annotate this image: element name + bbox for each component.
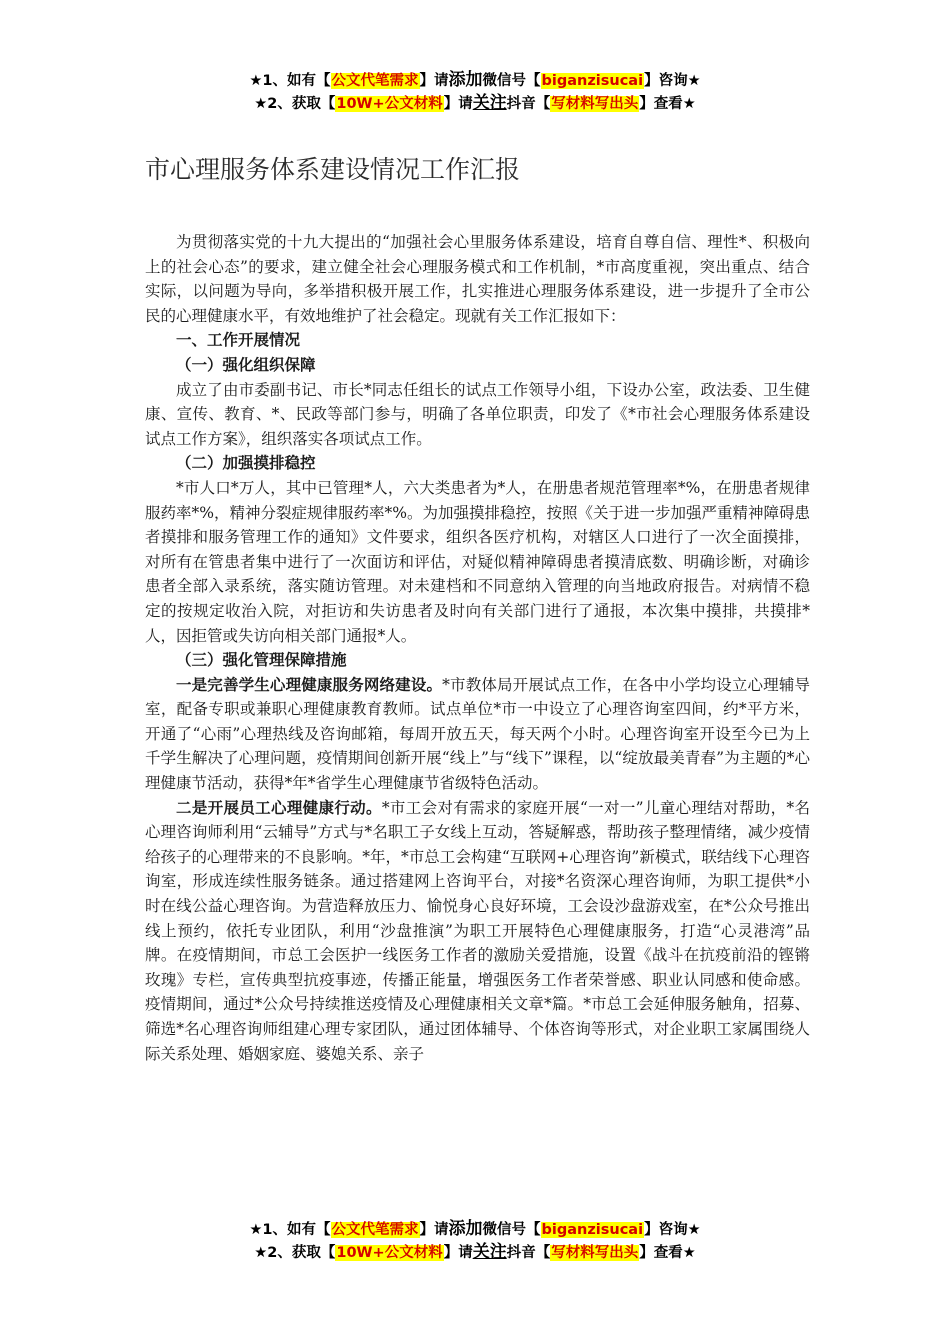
highlight-service: 公文代笔需求 bbox=[331, 1222, 419, 1238]
highlight-wechat-id: biganzisucai bbox=[541, 1222, 644, 1238]
item-text-1: *市教体局开展试点工作，在各中小学均设立心理辅导室，配备专职或兼职心理健康教育教师。试点单位*市一中设立了心理咨询室四间，约*平方米，开通了“心雨”心理热线及咨询邮箱，每周开放五天，每天两个小时。心理咨询室开设至今已为上千学生解决了心理问题，疫情期间创新开展“线上”与“线下”课程，以“绽放最美青春”为主题的*心理健康节活动，获得*年*省学生心理健康节省级特色活动。 bbox=[145, 675, 810, 793]
document-body bbox=[145, 230, 810, 1066]
promo-line-1: ★1、如有【公文代笔需求】请添加微信号【biganzisucai】咨询★ bbox=[249, 70, 701, 90]
promo-line-1: ★1、如有【公文代笔需求】请添加微信号【biganzisucai】咨询★ bbox=[249, 1219, 701, 1239]
promo-line-2: ★2、获取【10W+公文材料】请关注抖音【写材料写出头】查看★ bbox=[254, 93, 696, 113]
item-paragraph-2 bbox=[145, 796, 810, 1067]
star-icon: ★ bbox=[249, 1222, 263, 1238]
intro-paragraph: 为贯彻落实党的十九大提出的“加强社会心里服务体系建设，培育自尊自信、理性*、积极向上的社会心态”的要求，建立健全社会心理服务模式和工作机制，*市高度重视，突出重点、结合实际，以问题为导向，多举措积极开展工作，扎实推进心理服务体系建设，进一步提升了全市公民的心理健康水平，有效地维护了社会稳定。现就有关工作汇报如下： bbox=[145, 233, 810, 325]
star-icon: ★ bbox=[254, 96, 268, 112]
subsection-heading-1: （一）强化组织保障 bbox=[176, 355, 316, 374]
highlight-douyin-id: 写材料写出头 bbox=[551, 96, 639, 112]
highlight-wechat-id: biganzisucai bbox=[541, 73, 644, 89]
star-icon: ★ bbox=[249, 73, 263, 89]
item-lead-2: 二是开展员工心理健康行动。 bbox=[176, 798, 382, 817]
promo-banner-top bbox=[0, 69, 950, 115]
item-text-2: *市工会对有需求的家庭开展“一对一”儿童心理结对帮助，*名心理咨询师利用“云辅导”方式与*名职工子女线上互动，答疑解惑，帮助孩子整理情绪，减少疫情给孩子的心理带来的不良影响。*年，*市总工会构建“互联网+心理咨询”新模式，联结线下心理咨询室，形成连续性服务链条。通过搭建网上咨询平台，对接*名资深心理咨询师，为职工提供*小时在线公益心理咨询。为营造释放压力、愉悦身心良好环境，工会设沙盘游戏室，在*公众号推出线上预约，依托专业团队，利用“沙盘推演”为职工开展特色心理健康服务，打造“心灵港湾”品牌。在疫情期间，市总工会医护一线医务工作者的激励关爱措施，设置《战斗在抗疫前沿的铿锵玫瑰》专栏，宣传典型抗疫事迹，传播正能量，增强医务工作者荣誉感、职业认同感和使命感。疫情期间，通过*公众号持续推送疫情及心理健康相关文章*篇。*市总工会延伸服务触角，招募、筛选*名心理咨询师组建心理专家团队，通过团体辅导、个体咨询等形式，对企业职工家属围绕人际关系处理、婚姻家庭、婆媳关系、亲子 bbox=[145, 798, 810, 1063]
subsection-heading-3: （三）强化管理保障措施 bbox=[176, 651, 347, 670]
subsection-heading-2: （二）加强摸排稳控 bbox=[176, 454, 316, 473]
item-lead-1: 一是完善学生心理健康服务网络建设。 bbox=[176, 675, 443, 694]
section-heading-1: 一、工作开展情况 bbox=[176, 331, 301, 350]
star-icon: ★ bbox=[254, 1245, 268, 1261]
highlight-materials: 10W+公文材料 bbox=[336, 96, 443, 112]
highlight-materials: 10W+公文材料 bbox=[336, 1245, 443, 1261]
item-paragraph-1 bbox=[145, 673, 810, 796]
highlight-douyin-id: 写材料写出头 bbox=[551, 1245, 639, 1261]
promo-banner-bottom bbox=[0, 1218, 950, 1264]
subsection-paragraph-1: 成立了由市委副书记、市长*同志任组长的试点工作领导小组，下设办公室，政法委、卫生健康、宣传、教育、*、民政等部门参与，明确了各单位职责，印发了《*市社会心理服务体系建设试点工作方案》，组织落实各项试点工作。 bbox=[145, 380, 810, 448]
subsection-paragraph-2: *市人口*万人，其中已管理*人，六大类患者为*人，在册患者规范管理率*%，在册患者规律服药率*%，精神分裂症规律服药率*%。为加强摸排稳控，按照《关于进一步加强严重精神障碍患者摸排和服务管理工作的通知》文件要求，组织各医疗机构，对辖区人口进行了一次全面摸排，对所有在管患者集中进行了一次面访和评估，对疑似精神障碍患者摸清底数、明确诊断，对确诊患者全部入录系统，落实随访管理。对未建档和不同意纳入管理的向当地政府报告。对病情不稳定的按规定收治入院，对拒访和失访患者及时向有关部门进行了通报，本次集中摸排，共摸排*人，因拒管或失访向相关部门通报*人。 bbox=[145, 478, 810, 645]
document-title: 市心理服务体系建设情况工作汇报 bbox=[145, 155, 521, 184]
promo-line-2: ★2、获取【10W+公文材料】请关注抖音【写材料写出头】查看★ bbox=[254, 1242, 696, 1262]
highlight-service: 公文代笔需求 bbox=[331, 73, 419, 89]
